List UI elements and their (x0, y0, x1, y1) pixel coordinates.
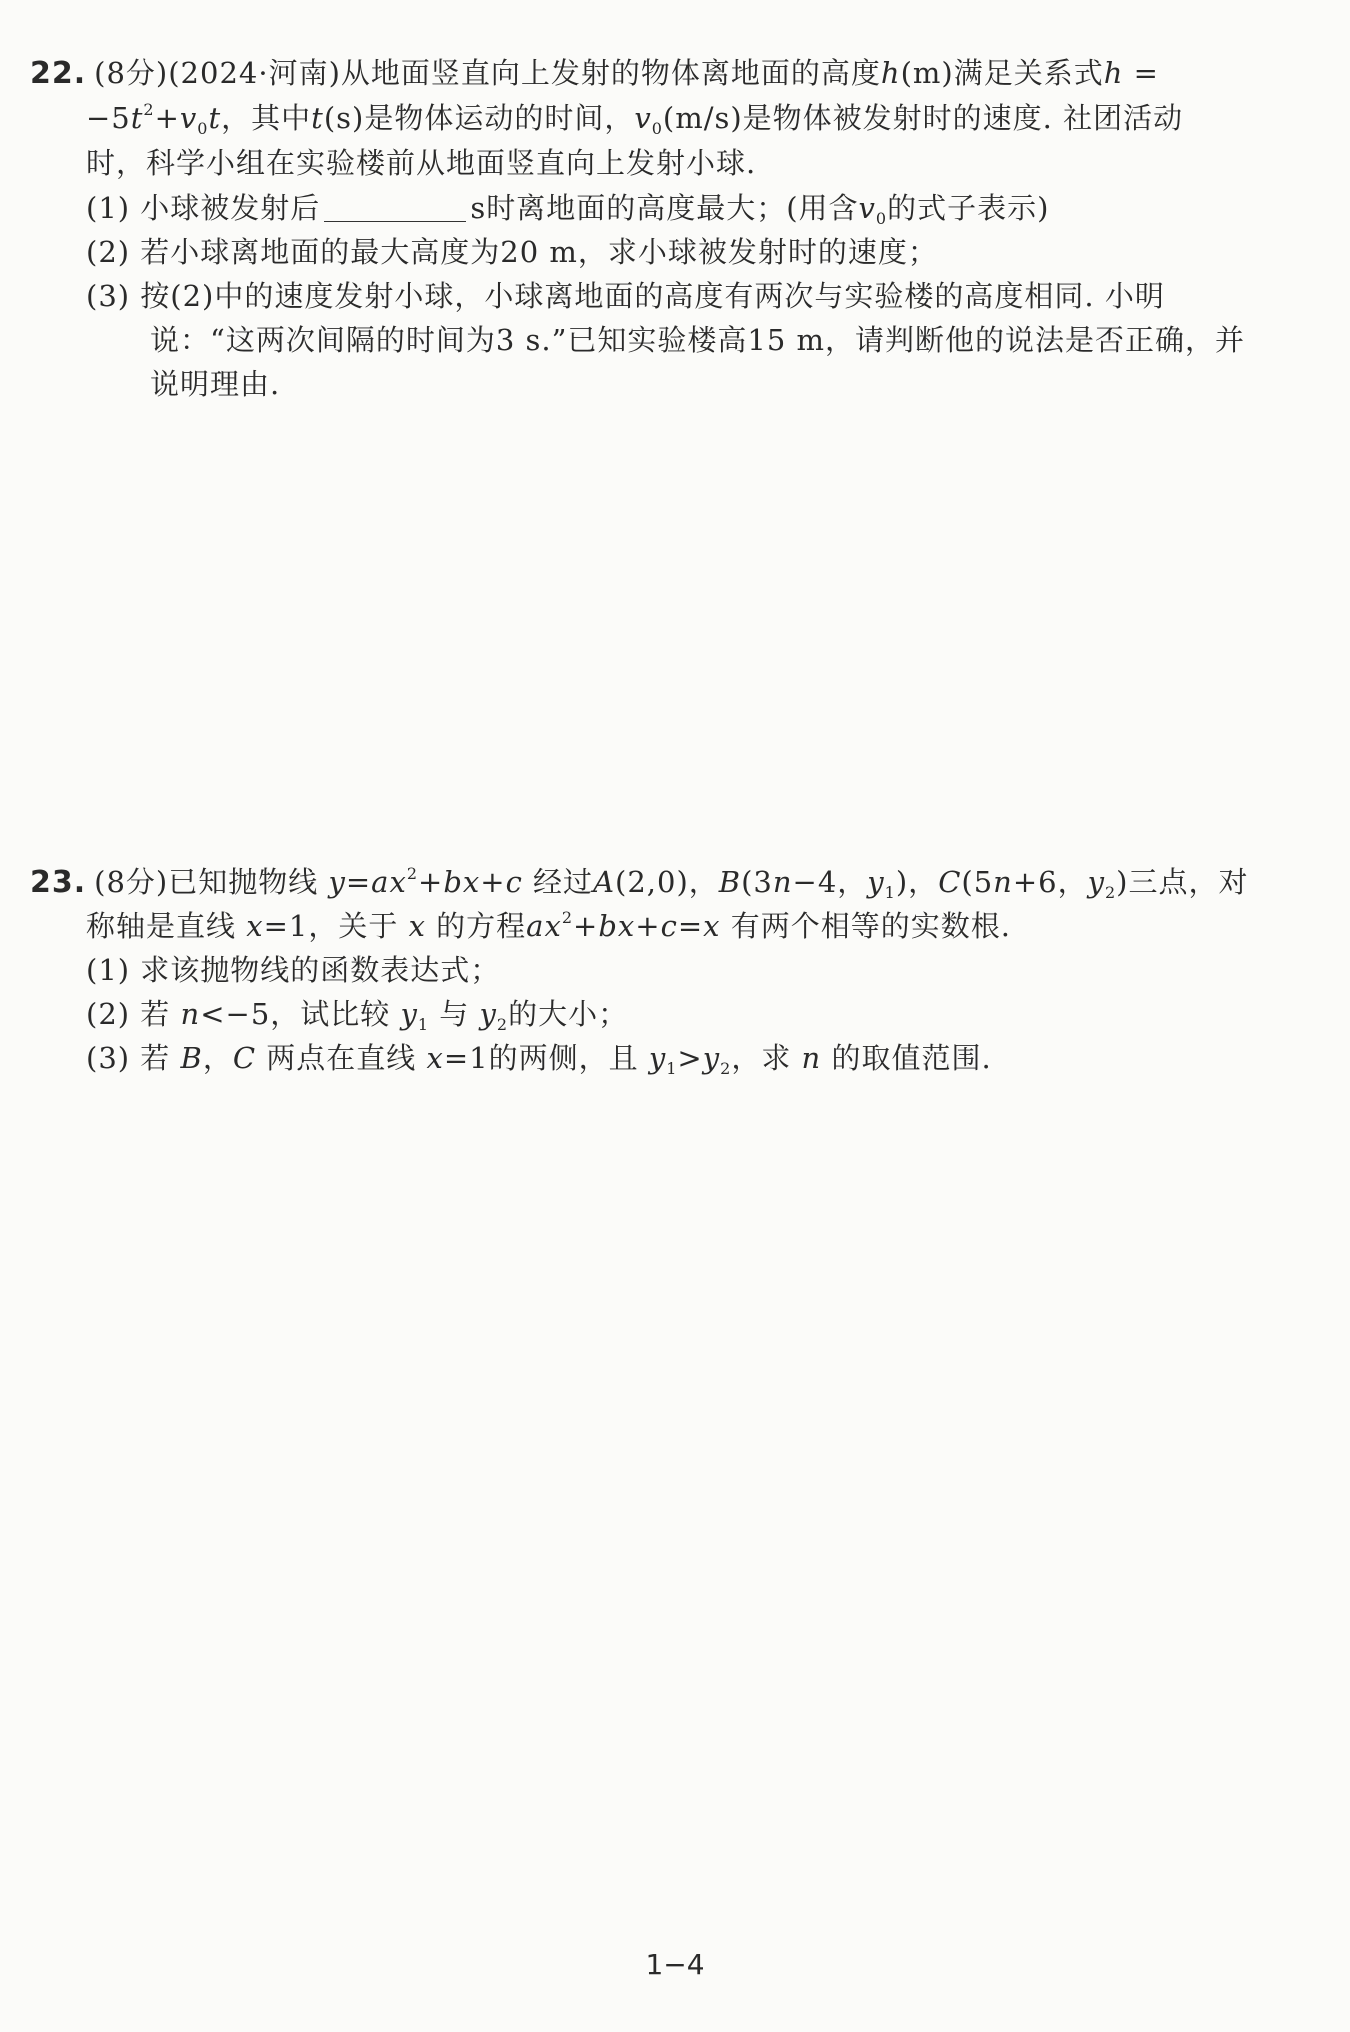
q23-line-2: 称轴是直线 x=1，关于 x 的方程$ax^2+bx+c=x$ 有两个相等的实数根. (86, 908, 1011, 943)
q22-line-2: $-5t^2+v_0t$，其中t(s)是物体运动的时间，$v_0(m/s)$是物体被发射时的速度. 社团活动 (86, 100, 1184, 138)
q22-number: 22. (30, 56, 87, 91)
q22-part-3-line-1: (3) 按(2)中的速度发射小球，小球离地面的高度有两次与实验楼的高度相同. 小明 (86, 279, 1165, 313)
q23-number: 23. (30, 865, 87, 900)
answer-blank[interactable] (324, 191, 466, 222)
q22-part-2: (2) 若小球离地面的最大高度为20 m，求小球被发射时的速度； (86, 235, 938, 269)
q23-part-3: (3) 若 B，C 两点在直线 x=1的两侧，且 $y_1>y_2$，求 n 的取值范围. (86, 1041, 992, 1078)
q22-part-3-line-3: 说明理由. (150, 367, 281, 401)
q22-part-3-line-2: 说：“这两次间隔的时间为3 s.”已知实验楼高15 m，请判断他的说法是否正确，并 (150, 323, 1246, 357)
q22-line-1: 22. (8分)(2024·河南)从地面竖直向上发射的物体离地面的高度h(m)满足关系式h = (30, 56, 1159, 91)
q23-part-1: (1) 求该抛物线的函数表达式； (86, 953, 501, 987)
q22-part-1: (1) 小球被发射后 s时离地面的高度最大；(用含$v_0$的式子表示) (86, 191, 1050, 228)
q23-part-2: (2) 若 n<−5，试比较 $y_1$ 与 $y_2$的大小； (86, 997, 629, 1034)
q23-line-1: 23. (8分)已知抛物线 $y=ax^2+bx+c$ 经过A(2,0)，B(3n−4，$y_1$)，C(5n+6，$y_2$)三点，对 (30, 864, 1249, 902)
q22-line-3: 时，科学小组在实验楼前从地面竖直向上发射小球. (86, 146, 757, 180)
page-number: 1−4 (645, 1948, 705, 1981)
